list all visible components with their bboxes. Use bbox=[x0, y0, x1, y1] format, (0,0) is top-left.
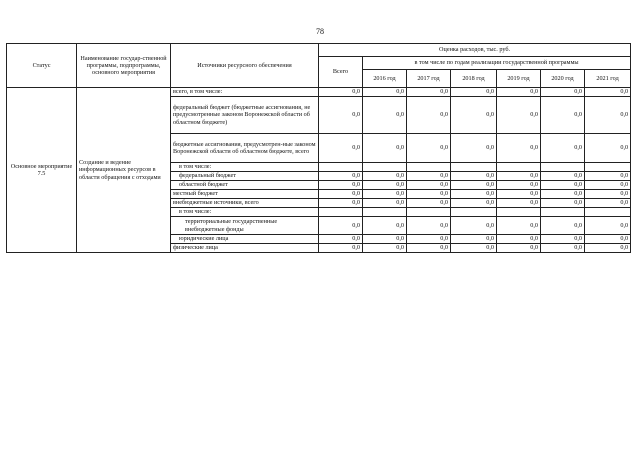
year-value-cell bbox=[363, 208, 407, 217]
year-value-cell: 0,0 bbox=[363, 134, 407, 163]
year-value-cell: 0,0 bbox=[451, 97, 497, 134]
year-value-cell: 0,0 bbox=[497, 134, 541, 163]
source-cell: территориальные государственные внебюджетные фонды bbox=[171, 217, 319, 235]
source-cell: местный бюджет bbox=[171, 190, 319, 199]
header-year-2017: 2017 год bbox=[407, 70, 451, 88]
year-value-cell: 0,0 bbox=[585, 181, 631, 190]
year-value-cell: 0,0 bbox=[497, 217, 541, 235]
header-total: Всего bbox=[319, 57, 363, 88]
year-value-cell: 0,0 bbox=[407, 217, 451, 235]
year-value-cell: 0,0 bbox=[407, 134, 451, 163]
total-value-cell: 0,0 bbox=[319, 88, 363, 97]
year-value-cell: 0,0 bbox=[585, 217, 631, 235]
year-value-cell: 0,0 bbox=[585, 235, 631, 244]
total-value-cell: 0,0 bbox=[319, 181, 363, 190]
year-value-cell: 0,0 bbox=[451, 244, 497, 253]
year-value-cell: 0,0 bbox=[497, 190, 541, 199]
year-value-cell: 0,0 bbox=[497, 199, 541, 208]
year-value-cell: 0,0 bbox=[363, 199, 407, 208]
total-value-cell: 0,0 bbox=[319, 235, 363, 244]
year-value-cell bbox=[585, 163, 631, 172]
total-value-cell: 0,0 bbox=[319, 190, 363, 199]
header-estimate: Оценка расходов, тыс. руб. bbox=[319, 44, 631, 57]
year-value-cell: 0,0 bbox=[363, 235, 407, 244]
year-value-cell: 0,0 bbox=[541, 190, 585, 199]
source-cell: в том числе: bbox=[171, 208, 319, 217]
header-year-2018: 2018 год bbox=[451, 70, 497, 88]
year-value-cell: 0,0 bbox=[451, 190, 497, 199]
year-value-cell: 0,0 bbox=[585, 199, 631, 208]
year-value-cell: 0,0 bbox=[497, 244, 541, 253]
table-row bbox=[7, 88, 631, 97]
source-cell: внебюджетные источники, всего bbox=[171, 199, 319, 208]
year-value-cell: 0,0 bbox=[451, 134, 497, 163]
source-cell: физические лица bbox=[171, 244, 319, 253]
budget-table bbox=[6, 43, 631, 253]
total-value-cell: 0,0 bbox=[319, 97, 363, 134]
status-cell: Основное мероприятие 7.5 bbox=[7, 88, 77, 253]
year-value-cell: 0,0 bbox=[541, 235, 585, 244]
year-value-cell: 0,0 bbox=[363, 217, 407, 235]
total-value-cell: 0,0 bbox=[319, 172, 363, 181]
year-value-cell: 0,0 bbox=[407, 172, 451, 181]
total-value-cell: 0,0 bbox=[319, 134, 363, 163]
total-value-cell bbox=[319, 208, 363, 217]
year-value-cell: 0,0 bbox=[585, 190, 631, 199]
year-value-cell: 0,0 bbox=[407, 244, 451, 253]
year-value-cell: 0,0 bbox=[363, 181, 407, 190]
header-by-years: в том числе по годам реализации государственной программы bbox=[363, 57, 631, 70]
header-year-2019: 2019 год bbox=[497, 70, 541, 88]
year-value-cell: 0,0 bbox=[407, 190, 451, 199]
source-cell: бюджетные ассигнования, предусмотрен-ные законом Воронежской области об областном бюджете, всего bbox=[171, 134, 319, 163]
source-cell: юридические лица bbox=[171, 235, 319, 244]
header-year-2020: 2020 год bbox=[541, 70, 585, 88]
year-value-cell: 0,0 bbox=[407, 235, 451, 244]
year-value-cell: 0,0 bbox=[541, 217, 585, 235]
header-year-2021: 2021 год bbox=[585, 70, 631, 88]
year-value-cell: 0,0 bbox=[407, 88, 451, 97]
year-value-cell bbox=[497, 163, 541, 172]
year-value-cell: 0,0 bbox=[541, 181, 585, 190]
year-value-cell: 0,0 bbox=[497, 97, 541, 134]
year-value-cell: 0,0 bbox=[585, 134, 631, 163]
year-value-cell bbox=[585, 208, 631, 217]
year-value-cell: 0,0 bbox=[497, 172, 541, 181]
year-value-cell bbox=[363, 163, 407, 172]
year-value-cell: 0,0 bbox=[451, 88, 497, 97]
header-year-2016: 2016 год bbox=[363, 70, 407, 88]
year-value-cell: 0,0 bbox=[451, 199, 497, 208]
header-sources: Источники ресурсного обеспечения bbox=[171, 44, 319, 88]
source-cell: федеральный бюджет bbox=[171, 172, 319, 181]
year-value-cell: 0,0 bbox=[497, 235, 541, 244]
total-value-cell: 0,0 bbox=[319, 217, 363, 235]
year-value-cell: 0,0 bbox=[451, 235, 497, 244]
year-value-cell: 0,0 bbox=[363, 88, 407, 97]
year-value-cell: 0,0 bbox=[585, 97, 631, 134]
year-value-cell: 0,0 bbox=[541, 172, 585, 181]
total-value-cell bbox=[319, 163, 363, 172]
year-value-cell: 0,0 bbox=[407, 97, 451, 134]
year-value-cell: 0,0 bbox=[585, 172, 631, 181]
year-value-cell: 0,0 bbox=[363, 190, 407, 199]
total-value-cell: 0,0 bbox=[319, 199, 363, 208]
year-value-cell: 0,0 bbox=[585, 244, 631, 253]
year-value-cell: 0,0 bbox=[497, 88, 541, 97]
year-value-cell: 0,0 bbox=[541, 97, 585, 134]
year-value-cell: 0,0 bbox=[363, 97, 407, 134]
year-value-cell: 0,0 bbox=[541, 199, 585, 208]
page-number: 78 bbox=[316, 27, 324, 36]
year-value-cell bbox=[407, 208, 451, 217]
year-value-cell: 0,0 bbox=[363, 244, 407, 253]
year-value-cell: 0,0 bbox=[585, 88, 631, 97]
header-program-name: Наименование государ-ственной программы, подпрограммы, основного мероприятия bbox=[77, 44, 171, 88]
year-value-cell: 0,0 bbox=[541, 88, 585, 97]
source-cell: всего, в том числе: bbox=[171, 88, 319, 97]
source-cell: областной бюджет bbox=[171, 181, 319, 190]
year-value-cell bbox=[497, 208, 541, 217]
year-value-cell: 0,0 bbox=[451, 217, 497, 235]
source-cell: в том числе: bbox=[171, 163, 319, 172]
year-value-cell: 0,0 bbox=[407, 199, 451, 208]
year-value-cell bbox=[541, 163, 585, 172]
source-cell: федеральный бюджет (бюджетные ассигнования, не предусмотренные законом Воронежской области об областном бюджете) bbox=[171, 97, 319, 134]
year-value-cell: 0,0 bbox=[541, 134, 585, 163]
header-status: Статус bbox=[7, 44, 77, 88]
year-value-cell: 0,0 bbox=[497, 181, 541, 190]
year-value-cell bbox=[451, 208, 497, 217]
year-value-cell: 0,0 bbox=[541, 244, 585, 253]
year-value-cell bbox=[407, 163, 451, 172]
program-name-cell: Создание и ведение информационных ресурсов в области обращения с отходами bbox=[77, 88, 171, 253]
year-value-cell bbox=[451, 163, 497, 172]
total-value-cell: 0,0 bbox=[319, 244, 363, 253]
year-value-cell: 0,0 bbox=[363, 172, 407, 181]
year-value-cell: 0,0 bbox=[451, 172, 497, 181]
year-value-cell bbox=[541, 208, 585, 217]
year-value-cell: 0,0 bbox=[407, 181, 451, 190]
year-value-cell: 0,0 bbox=[451, 181, 497, 190]
